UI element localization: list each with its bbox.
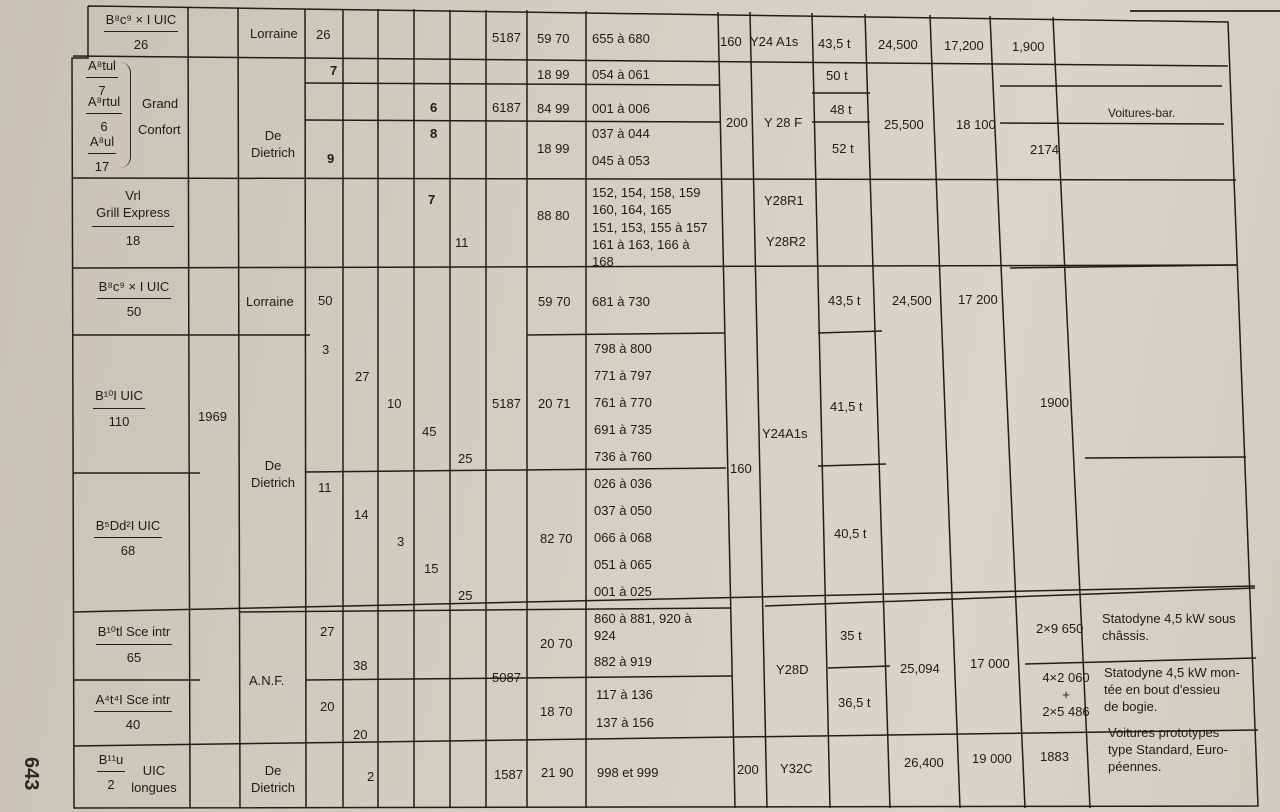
qty-cell: 15 (424, 561, 439, 576)
bogie-cell: Y24 A1s (750, 34, 799, 49)
power-line: + (1062, 687, 1070, 702)
type-count: 40 (125, 717, 141, 732)
type-count: 7 (98, 83, 106, 98)
qty-cell: 2 (367, 769, 375, 784)
remark-cell (1104, 664, 1240, 715)
length-cell: 24,500 (878, 37, 918, 52)
qty-cell: 9 (327, 151, 335, 166)
remark-line: type Standard, Euro- (1108, 742, 1228, 757)
empty-weight-cell: 17,200 (944, 38, 984, 53)
qty-cell: 27 (320, 624, 335, 639)
group-brace (120, 62, 131, 168)
series-cell: 045 à 053 (592, 153, 650, 168)
series-cell: 037 à 050 (594, 503, 652, 518)
type-name: A⁸ul (88, 134, 116, 154)
tare-cell: 40,5 t (834, 526, 867, 541)
power-cell: 1883 (1040, 749, 1069, 764)
power-line: 4×2 060 (1042, 670, 1090, 685)
series-cell: 655 à 680 (592, 31, 650, 46)
bogie-cell: Y 28 F (764, 115, 803, 130)
tare-cell: 36,5 t (838, 695, 871, 710)
prefix-cell: 59 70 (538, 294, 571, 309)
type-name: A⁸tul (86, 58, 118, 78)
type-cell-b10-110 (84, 388, 154, 429)
speed-cell: 160 (720, 34, 742, 49)
remark-line: Statodyne 4,5 kW sous (1102, 611, 1236, 626)
bogie-cell: Y28R1 (764, 193, 804, 208)
power-line: 2×5 486 (1042, 704, 1090, 719)
length-cell: 25,500 (884, 117, 924, 132)
qty-cell: 27 (355, 369, 370, 384)
weight-code-cell: 5087 (492, 670, 521, 685)
series-cell: 736 à 760 (594, 449, 652, 464)
tare-cell: 43,5 t (828, 293, 861, 308)
type-name: Vrl (125, 188, 141, 203)
series-cell: 761 à 770 (594, 395, 652, 410)
series-line: 924 (594, 628, 616, 643)
series-cell: 051 à 065 (594, 557, 652, 572)
tare-cell: 41,5 t (830, 399, 863, 414)
tare-cell: 52 t (832, 141, 854, 156)
remark-cell: Voitures-bar. (1108, 106, 1176, 120)
series-cell: 882 à 919 (594, 654, 652, 669)
prefix-cell: 84 99 (537, 101, 570, 116)
power-cell: 1900 (1040, 395, 1069, 410)
remark-line: de bogie. (1104, 699, 1158, 714)
builder-line: Dietrich (250, 145, 296, 160)
tare-cell: 48 t (830, 102, 852, 117)
series-line: 152, 154, 158, 159 (592, 185, 701, 200)
prefix-cell: 82 70 (540, 531, 573, 546)
series-cell: 001 à 006 (592, 101, 650, 116)
series-cell (592, 219, 708, 270)
empty-weight-cell: 17 200 (958, 292, 998, 307)
type-name: B⁸c⁹ × I UIC (97, 279, 172, 299)
speed-cell: 200 (737, 762, 759, 777)
series-line: 151, 153, 155 à 157 (592, 220, 708, 235)
remark-line: Statodyne 4,5 kW mon- (1104, 665, 1240, 680)
series-line: 161 à 163, 166 à (592, 237, 690, 252)
qty-cell: 26 (316, 27, 331, 42)
type-name: B¹¹u (97, 752, 126, 772)
builder-cell (242, 457, 304, 491)
type-name: B⁵Dd²I UIC (94, 518, 163, 538)
series-line: 860 à 881, 920 à (594, 611, 692, 626)
remark-line: tée en bout d'essieu (1104, 682, 1220, 697)
tare-cell: 50 t (826, 68, 848, 83)
qty-cell: 3 (322, 342, 330, 357)
qty-cell: 6 (430, 100, 438, 115)
series-cell: 117 à 136 (596, 687, 653, 702)
remark-cell (1108, 724, 1228, 775)
type-count: 110 (108, 414, 130, 429)
series-cell (594, 610, 692, 644)
qty-cell: 14 (354, 507, 369, 522)
qty-cell: 25 (458, 451, 473, 466)
qty-cell: 20 (320, 699, 335, 714)
type-cell-bcx-50 (88, 279, 180, 319)
builder-cell (242, 127, 304, 161)
qty-cell: 25 (458, 588, 473, 603)
series-cell: 798 à 800 (594, 341, 652, 356)
prefix-cell: 18 99 (537, 67, 570, 82)
series-cell: 054 à 061 (592, 67, 650, 82)
series-cell: 681 à 730 (592, 294, 650, 309)
builder-line: Dietrich (250, 780, 296, 795)
series-cell: 771 à 797 (594, 368, 652, 383)
series-line: 168 (592, 254, 614, 269)
group-label-confort: Confort (138, 122, 181, 137)
builder-cell: Lorraine (250, 26, 298, 41)
qty-cell: 11 (318, 480, 332, 495)
type-count: 26 (133, 37, 149, 52)
type-count: 2 (107, 777, 115, 792)
type-name: B⁸c⁹ × I UIC (104, 12, 179, 32)
type-name: A⁴t⁴I Sce intr (94, 692, 173, 712)
builder-cell: Lorraine (246, 294, 294, 309)
prefix-cell: 20 71 (538, 396, 571, 411)
type-count: 6 (100, 119, 108, 134)
type-count: 17 (94, 159, 110, 174)
remark-line: péennes. (1108, 759, 1162, 774)
prefix-cell: 20 70 (540, 636, 573, 651)
qty-cell: 3 (397, 534, 405, 549)
builder-line: Dietrich (250, 475, 296, 490)
length-cell: 25,094 (900, 661, 940, 676)
bogie-cell: Y28D (776, 662, 809, 677)
power-cell: 1,900 (1012, 39, 1045, 54)
type-qualifier-line: longues (131, 780, 177, 795)
empty-weight-cell: 18 100 (956, 117, 996, 132)
type-name: B¹⁰tl Sce intr (96, 624, 172, 645)
type-count: 50 (126, 304, 142, 319)
series-cell: 691 à 735 (594, 422, 652, 437)
type-count: 18 (125, 233, 141, 248)
remark-line: châssis. (1102, 628, 1149, 643)
qty-cell: 20 (353, 727, 368, 742)
tare-cell: 35 t (840, 628, 862, 643)
series-cell: 037 à 044 (592, 126, 650, 141)
qty-cell: 38 (353, 658, 368, 673)
weight-code-cell: 5187 (492, 30, 521, 45)
weight-code-cell: 6187 (492, 100, 521, 115)
qty-cell: 7 (428, 192, 436, 207)
type-cell-a4t4-40 (84, 692, 182, 732)
empty-weight-cell: 17 000 (970, 656, 1010, 671)
type-count: 68 (120, 543, 136, 558)
series-cell: 066 à 068 (594, 530, 652, 545)
series-line: 160, 164, 165 (592, 202, 672, 217)
bogie-cell: Y24A1s (762, 426, 808, 441)
type-name: B¹⁰I UIC (93, 388, 145, 409)
page-number: 643 (20, 757, 42, 791)
builder-line: De (264, 128, 282, 143)
prefix-cell: 21 90 (541, 765, 574, 780)
prefix-cell: 18 99 (537, 141, 570, 156)
empty-weight-cell: 19 000 (972, 751, 1012, 766)
speed-cell: 160 (730, 461, 752, 476)
qty-cell: 7 (330, 63, 338, 78)
series-cell: 137 à 156 (596, 715, 654, 730)
prefix-cell: 18 70 (540, 704, 573, 719)
remark-cell (1102, 610, 1236, 644)
type-name: A⁸rtul (86, 94, 122, 114)
type-cell-b5dd-68 (86, 518, 170, 558)
type-qualifier (124, 762, 184, 796)
bogie-cell: Y32C (780, 761, 813, 776)
power-cell: 2×9 650 (1036, 621, 1084, 636)
power-cell (1036, 669, 1096, 720)
qty-cell: 50 (318, 293, 333, 308)
series-cell: 998 et 999 (597, 765, 659, 780)
type-qualifier-line: UIC (142, 763, 166, 778)
power-cell: 2174 (1030, 142, 1059, 157)
group-label-grand: Grand (142, 96, 179, 111)
qty-cell: 45 (422, 424, 437, 439)
qty-cell: 8 (430, 126, 438, 141)
year-cell: 1969 (198, 409, 227, 424)
type-cell-b10tl-65 (86, 624, 182, 665)
length-cell: 24,500 (892, 293, 932, 308)
tare-cell: 43,5 t (818, 36, 851, 51)
builder-cell: A.N.F. (249, 673, 285, 688)
type-count: 65 (126, 650, 142, 665)
type-cell-aul-17 (82, 134, 122, 174)
prefix-cell: 88 80 (537, 208, 570, 223)
type-cell-bcx-26 (96, 12, 186, 52)
qty-cell: 11 (455, 235, 469, 250)
series-cell: 026 à 036 (594, 476, 652, 491)
builder-cell (242, 762, 304, 796)
speed-cell: 200 (726, 115, 748, 130)
qty-cell: 10 (387, 396, 402, 411)
remark-line: Voitures prototypes (1108, 725, 1220, 740)
weight-code-cell: 5187 (492, 396, 521, 411)
type-name: Grill Express (92, 204, 174, 227)
bogie-cell: Y28R2 (766, 234, 806, 249)
builder-line: De (264, 763, 282, 778)
series-cell (592, 184, 700, 218)
type-cell-vrl (86, 187, 180, 249)
type-cell-atul-7 (82, 58, 122, 98)
builder-line: De (264, 458, 282, 473)
weight-code-cell: 1587 (494, 767, 523, 782)
series-cell: 001 à 025 (594, 584, 652, 599)
length-cell: 26,400 (904, 755, 944, 770)
prefix-cell: 59 70 (537, 31, 570, 46)
